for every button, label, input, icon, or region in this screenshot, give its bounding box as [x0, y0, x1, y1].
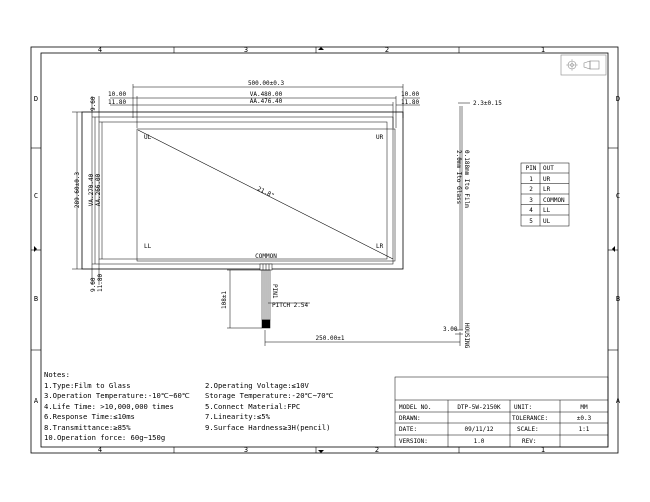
dim-overall-height: 289.60±0.3 [74, 171, 81, 209]
pin-row-1-out: UR [543, 176, 551, 183]
pin-row-3-out: COMMON [543, 197, 565, 204]
row-label-d: D [33, 95, 39, 103]
col-label-4-bottom: 4 [97, 446, 103, 454]
note-5: 5.Connect Material:FPC [205, 402, 301, 411]
center-mark-bottom [318, 450, 324, 453]
tb-label-rev: REV: [522, 438, 537, 445]
center-mark-right [612, 246, 615, 252]
note-2: 2.Operating Voltage:≤10V [205, 381, 309, 390]
row-label-a: A [33, 397, 39, 405]
row-label-a-right: A [615, 397, 621, 405]
col-label-1: 1 [540, 46, 546, 54]
side-film-label: 0.188mm Ito Film [463, 150, 470, 208]
fpc-tail [227, 264, 460, 346]
corner-ll: LL [144, 243, 152, 250]
touch-panel-outline [82, 112, 403, 269]
row-label-b: B [33, 295, 39, 303]
tb-value-scale: 1:1 [578, 426, 590, 433]
row-label-c-right: C [615, 192, 621, 200]
pitch-label: PITCH 2.54 [272, 302, 309, 309]
dim-right-inner: 11.80 [401, 99, 420, 106]
corner-ul: UL [144, 134, 152, 141]
dim-bottom-offset-b: 11.80 [97, 273, 104, 292]
tb-value-tolerance: ±0.3 [576, 415, 592, 422]
tb-label-model: MODEL NO. [399, 404, 432, 411]
pin-table [521, 163, 569, 226]
note-9: 9.Surface Hardness≥3H(pencil) [205, 423, 331, 432]
pin-row-2-out: LR [543, 186, 551, 193]
col-label-3-bottom: 3 [243, 446, 249, 454]
center-mark-top [318, 47, 324, 50]
dim-left-inner: 11.80 [108, 99, 127, 106]
note-10: 10.Operation force: 60g~150g [44, 433, 166, 442]
tb-label-scale: SCALE: [517, 426, 539, 433]
center-mark-left [34, 246, 37, 252]
pin-row-4-pin: 4 [529, 207, 533, 214]
tb-value-model: DTP-5W-2150K [457, 404, 501, 411]
dim-overall-width: 500.00±0.3 [247, 80, 285, 87]
row-label-d-right: D [615, 95, 621, 103]
col-label-1-bottom: 1 [540, 446, 546, 454]
tb-label-version: VERSION: [399, 438, 428, 445]
note-8: 8.Transmittance:≥85% [44, 423, 131, 432]
pin-row-5-out: UL [543, 218, 551, 225]
tb-value-date: 09/11/12 [464, 426, 494, 433]
pin-row-4-out: LL [543, 207, 551, 214]
dim-aa-width: AA.476.40 [249, 98, 283, 105]
tb-value-unit: MM [580, 404, 588, 411]
pin-table-header-pin: PIN [525, 165, 537, 172]
side-view [455, 103, 470, 334]
tb-label-drawn: DRAWN: [399, 415, 421, 422]
side-bottom-dim: 3.00 [443, 326, 458, 333]
diagonal-size-label: 21.8" [256, 185, 276, 200]
pin-row-3-pin: 3 [529, 197, 533, 204]
notes-title: Notes: [44, 370, 70, 379]
title-block [395, 377, 608, 447]
corner-ur: UR [376, 134, 384, 141]
side-glass-label: 2.0mm Ito Glass [455, 150, 462, 205]
tail-total: 250.00±1 [315, 335, 345, 342]
note-7: 7.Linearity:≤5% [205, 412, 270, 421]
side-thickness: 2.3±0.15 [473, 100, 502, 107]
tb-value-version: 1.0 [473, 438, 485, 445]
pin-row-5-pin: 5 [529, 218, 533, 225]
housing-label: HOUSING [463, 323, 470, 349]
pin-row-1-pin: 1 [529, 176, 533, 183]
dim-va-height: VA.270.40 [88, 173, 95, 207]
pin-row-2-pin: 2 [529, 186, 533, 193]
col-label-3: 3 [243, 46, 249, 54]
common-label: COMMON [255, 253, 277, 260]
dim-va-width: VA.480.00 [249, 91, 283, 98]
dim-left-outer: 10.00 [108, 91, 127, 98]
corner-lr: LR [376, 243, 384, 250]
note-4: 4.Life Time: >10,000,000 times [44, 402, 174, 411]
pin-table-header-out: OUT [543, 165, 554, 172]
row-label-b-right: B [615, 295, 621, 303]
col-label-4: 4 [97, 46, 103, 54]
col-label-2: 2 [384, 46, 390, 54]
note-1: 1.Type:Film to Glass [44, 381, 131, 390]
tb-label-tolerance: TOLERANCE: [512, 415, 549, 422]
dim-top-offset: 9.60 [90, 96, 97, 111]
row-label-c: C [33, 192, 39, 200]
note-6: 6.Response Time:≤10ms [44, 412, 135, 421]
tb-label-date: DATE: [399, 426, 418, 433]
pin1-label: PIN1 [271, 284, 278, 299]
tb-label-unit: UNIT: [514, 404, 533, 411]
projection-symbol-icon [561, 55, 606, 75]
dim-right-outer: 10.00 [401, 91, 420, 98]
dim-aa-height: AA.266.00 [95, 173, 102, 207]
dim-bottom-offset-a: 9.60 [90, 277, 97, 292]
note-3: 3.Operation Temperature:-10℃~60℃ [44, 391, 190, 400]
col-label-2-bottom: 2 [374, 446, 380, 454]
tail-length: 108±1 [221, 290, 228, 310]
note-storage: Storage Temperature:-20℃~70℃ [205, 391, 334, 400]
